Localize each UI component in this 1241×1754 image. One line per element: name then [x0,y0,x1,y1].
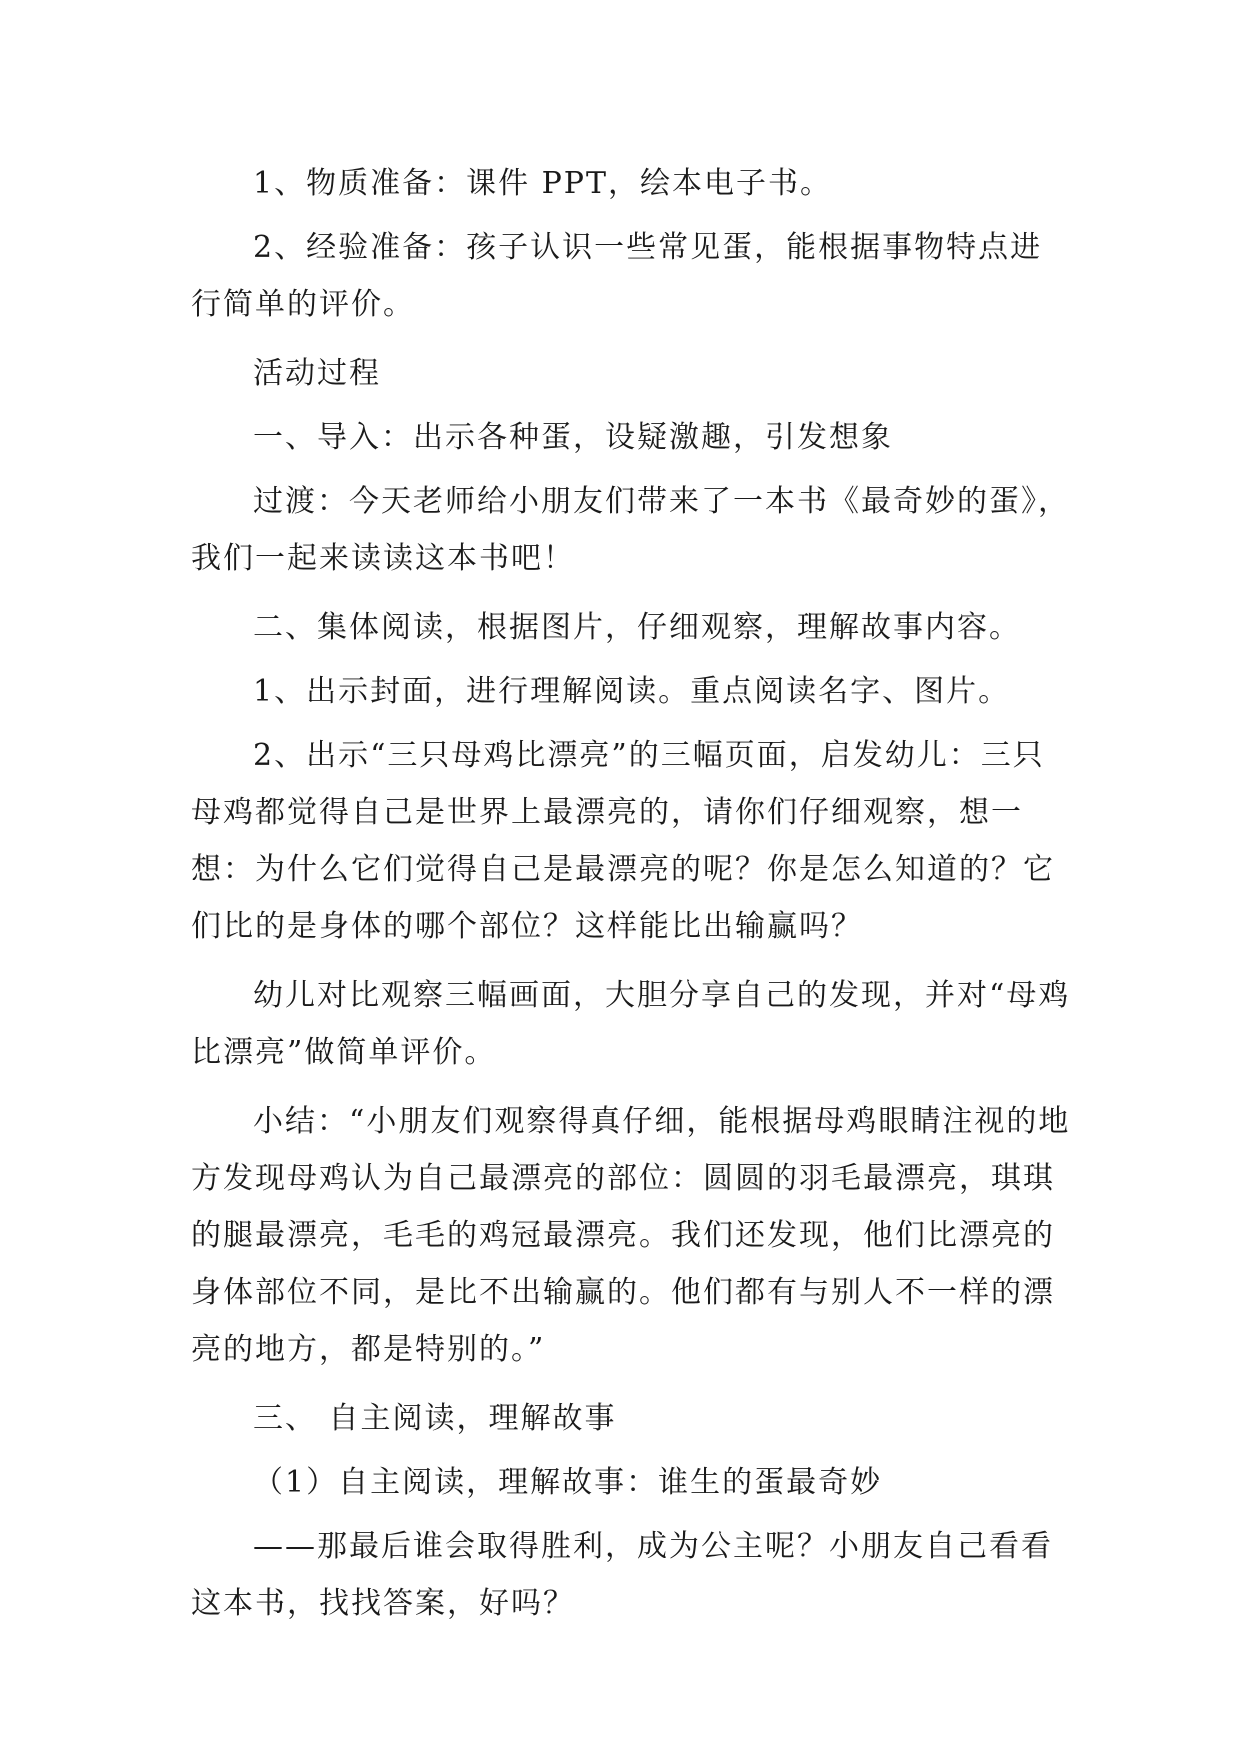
paragraph-three-hens: 2、出示“三只母鸡比漂亮”的三幅页面，启发幼儿：三只母鸡都觉得自己是世界上最漂亮的，请你们仔细观察，想一想：为什么它们觉得自己是最漂亮的呢？你是怎么知道的？它们比的是身体的哪个部位？这样能比出输赢吗？ [191,738,1055,944]
paragraph-transition: 过渡：今天老师给小朋友们带来了一本书《最奇妙的蛋》，我们一起来读读这本书吧！ [191,484,1070,576]
paragraph-summary: 小结：“小朋友们观察得真仔细，能根据母鸡眼睛注视的地方发现母鸡认为自己最漂亮的部位：圆圆的羽毛最漂亮，琪琪的腿最漂亮，毛毛的鸡冠最漂亮。我们还发现，他们比漂亮的身体部位不同，是比不出输赢的。他们都有与别人不一样的漂亮的地方，都是特别的。” [191,1104,1071,1367]
heading-group-reading: 二、集体阅读，根据图片，仔细观察，理解故事内容。 [253,610,1021,645]
paragraph-experience-prep: 2、经验准备：孩子认识一些常见蛋，能根据事物特点进行简单的评价。 [191,230,1043,322]
paragraph-question: ——那最后谁会取得胜利，成为公主呢？小朋友自己看看这本书，找找答案，好吗？ [191,1529,1053,1621]
paragraph-independent-reading-1: （1）自主阅读，理解故事：谁生的蛋最奇妙 [253,1465,883,1500]
paragraph-material-prep: 1、物质准备：课件 PPT，绘本电子书。 [253,166,833,201]
heading-introduction: 一、导入：出示各种蛋，设疑激趣，引发想象 [253,420,893,455]
document-body [191,155,1071,1644]
paragraph-show-cover: 1、出示封面，进行理解阅读。重点阅读名字、图片。 [253,674,1011,709]
paragraph-children-compare: 幼儿对比观察三幅画面，大胆分享自己的发现，并对“母鸡比漂亮”做简单评价。 [191,978,1071,1070]
heading-independent-reading: 三、 自主阅读，理解故事 [253,1401,617,1436]
heading-activity-process: 活动过程 [253,356,381,391]
